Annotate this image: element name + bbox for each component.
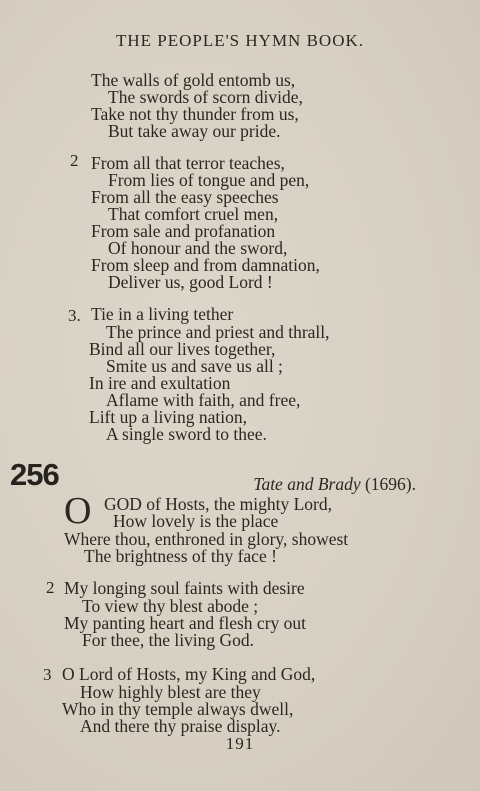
verse-line: Smite us and save us all ; [106,356,283,376]
verse-line: How lovely is the place [113,511,279,531]
verse-line: Aflame with faith, and free, [106,390,301,410]
verse-line: A single sword to thee. [106,424,267,444]
verse-line: My panting heart and flesh cry out [64,613,307,633]
verse-line: From sale and profanation [91,221,276,241]
verse-line: And there thy praise display. [80,716,281,736]
verse-line: From all the easy speeches [91,187,279,207]
page-number: 191 [225,734,255,753]
verse-line: From lies of tongue and pen, [108,170,310,190]
verse-line: O Lord of Hosts, my King and God, [62,664,316,684]
verse-line: But take away our pride. [108,121,281,141]
drop-cap: O [64,490,92,532]
verse-line: GOD of Hosts, the mighty Lord, [104,494,332,514]
verse-line: That comfort cruel men, [108,204,279,224]
verse-line: Of honour and the sword, [108,238,288,258]
verse-line: Tie in a living tether [91,304,234,324]
verse-line: From all that terror teaches, [91,153,285,173]
stanza-number: 3 [43,665,52,684]
verse-line: How highly blest are they [80,682,261,702]
hymn-author [253,474,416,495]
verse-line: Bind all our lives together, [89,339,276,359]
verse-line: Take not thy thunder from us, [91,104,299,124]
verse-line: Lift up a living nation, [89,407,247,427]
verse-line: For thee, the living God. [82,630,255,650]
verse-line: The prince and priest and thrall, [106,322,330,342]
verse-line: The brightness of thy face ! [84,546,277,566]
verse-line: The swords of scorn divide, [108,87,303,107]
verse-line: To view thy blest abode ; [82,596,259,616]
verse-line: Deliver us, good Lord ! [108,272,273,292]
verse-line: Where thou, enthroned in glory, showest [64,529,349,549]
verse-line: My longing soul faints with desire [64,578,305,598]
verse-line: From sleep and from damnation, [91,255,320,275]
stanza-number: 3. [68,306,81,325]
verse-line: The walls of gold entomb us, [91,70,296,90]
verse-line: In ire and exultation [89,373,231,393]
verse-line: Who in thy temple always dwell, [62,699,294,719]
stanza-number: 2 [70,151,79,170]
author-name: Tate and Brady [253,474,361,494]
hymn-number: 256 [10,457,59,492]
stanza-number: 2 [46,578,55,597]
author-year: (1696). [364,474,416,494]
running-header: THE PEOPLE'S HYMN BOOK. [115,31,365,50]
